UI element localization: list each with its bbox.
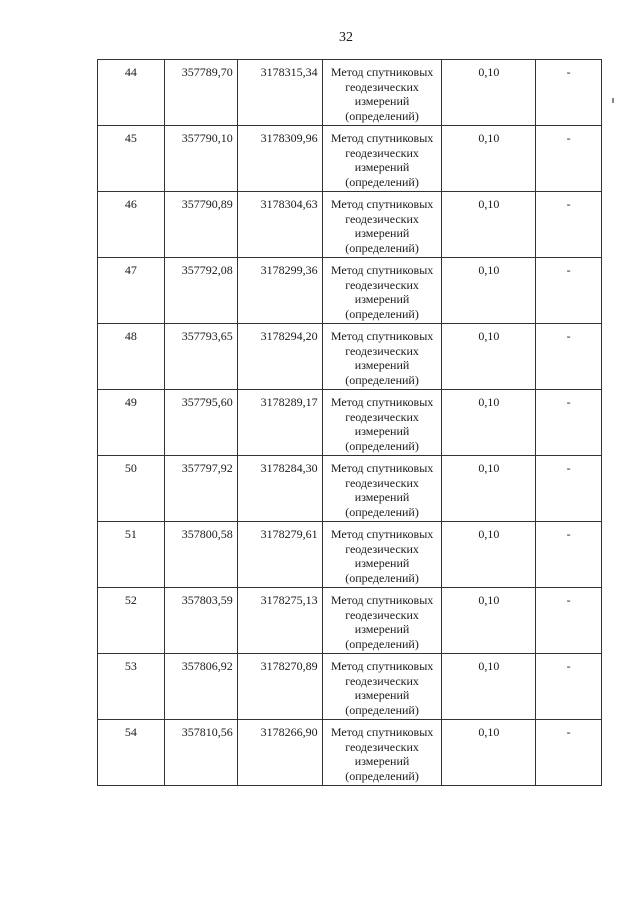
y-coordinate-cell: 3178309,96: [237, 126, 322, 192]
method-cell: [322, 588, 442, 654]
point-number-cell: 46: [98, 192, 165, 258]
method-line: измерений: [354, 292, 410, 306]
description-cell: -: [536, 654, 602, 720]
method-line: измерений: [354, 94, 410, 108]
description-cell: -: [536, 258, 602, 324]
x-coordinate-cell: 357795,60: [164, 390, 237, 456]
method-line: измерений: [354, 754, 410, 768]
method-line: геодезических: [345, 409, 419, 424]
method-line: измерений: [354, 160, 410, 174]
y-coordinate-cell: 3178279,61: [237, 522, 322, 588]
y-coordinate-cell: 3178266,90: [237, 720, 322, 786]
method-line: Метод спутниковых: [330, 329, 434, 343]
precision-cell: 0,10: [442, 456, 536, 522]
description-cell: -: [536, 324, 602, 390]
method-line: геодезических: [345, 739, 419, 754]
point-number-cell: 48: [98, 324, 165, 390]
point-number-cell: 50: [98, 456, 165, 522]
method-line: Метод спутниковых: [330, 725, 434, 739]
page-number: 32: [339, 30, 353, 45]
table-row: [98, 390, 602, 456]
point-number-cell: 51: [98, 522, 165, 588]
method-line: Метод спутниковых: [330, 65, 434, 79]
method-line: (определений): [345, 504, 419, 519]
method-line: геодезических: [345, 211, 419, 226]
y-coordinate-cell: 3178289,17: [237, 390, 322, 456]
point-number-cell: 54: [98, 720, 165, 786]
x-coordinate-cell: 357810,56: [164, 720, 237, 786]
y-coordinate-cell: 3178304,63: [237, 192, 322, 258]
table-body: [98, 60, 602, 786]
description-cell: -: [536, 720, 602, 786]
description-cell: -: [536, 456, 602, 522]
precision-cell: 0,10: [442, 654, 536, 720]
table-row: [98, 258, 602, 324]
y-coordinate-cell: 3178294,20: [237, 324, 322, 390]
x-coordinate-cell: 357790,89: [164, 192, 237, 258]
method-line: Метод спутниковых: [330, 593, 434, 607]
method-line: (определений): [345, 768, 419, 783]
method-line: геодезических: [345, 79, 419, 94]
method-line: измерений: [354, 424, 410, 438]
precision-cell: 0,10: [442, 522, 536, 588]
method-line: измерений: [354, 688, 410, 702]
table-row: [98, 126, 602, 192]
y-coordinate-cell: 3178315,34: [237, 60, 322, 126]
table-row: [98, 60, 602, 126]
description-cell: -: [536, 390, 602, 456]
method-cell: [322, 522, 442, 588]
description-cell: -: [536, 588, 602, 654]
method-line: Метод спутниковых: [330, 527, 434, 541]
scan-edge-mark: [612, 98, 614, 103]
y-coordinate-cell: 3178299,36: [237, 258, 322, 324]
table-row: [98, 720, 602, 786]
table-row: [98, 654, 602, 720]
method-cell: [322, 126, 442, 192]
description-cell: -: [536, 192, 602, 258]
point-number-cell: 45: [98, 126, 165, 192]
description-cell: -: [536, 126, 602, 192]
method-line: Метод спутниковых: [330, 461, 434, 475]
method-line: геодезических: [345, 607, 419, 622]
method-line: (определений): [345, 636, 419, 651]
x-coordinate-cell: 357792,08: [164, 258, 237, 324]
method-line: Метод спутниковых: [330, 659, 434, 673]
point-number-cell: 47: [98, 258, 165, 324]
method-line: геодезических: [345, 343, 419, 358]
method-line: (определений): [345, 306, 419, 321]
description-cell: -: [536, 60, 602, 126]
precision-cell: 0,10: [442, 60, 536, 126]
method-line: геодезических: [345, 277, 419, 292]
method-line: измерений: [354, 358, 410, 372]
x-coordinate-cell: 357806,92: [164, 654, 237, 720]
table-row: [98, 324, 602, 390]
table-row: [98, 522, 602, 588]
method-line: (определений): [345, 438, 419, 453]
x-coordinate-cell: 357797,92: [164, 456, 237, 522]
point-number-cell: 53: [98, 654, 165, 720]
method-line: геодезических: [345, 673, 419, 688]
x-coordinate-cell: 357790,10: [164, 126, 237, 192]
precision-cell: 0,10: [442, 588, 536, 654]
y-coordinate-cell: 3178275,13: [237, 588, 322, 654]
precision-cell: 0,10: [442, 126, 536, 192]
coordinates-table: [97, 59, 602, 786]
method-cell: [322, 390, 442, 456]
method-cell: [322, 258, 442, 324]
method-line: (определений): [345, 174, 419, 189]
method-line: (определений): [345, 570, 419, 585]
point-number-cell: 52: [98, 588, 165, 654]
method-line: Метод спутниковых: [330, 131, 434, 145]
method-line: измерений: [354, 490, 410, 504]
method-line: измерений: [354, 556, 410, 570]
precision-cell: 0,10: [442, 390, 536, 456]
x-coordinate-cell: 357789,70: [164, 60, 237, 126]
method-line: геодезических: [345, 475, 419, 490]
method-line: геодезических: [345, 541, 419, 556]
method-line: Метод спутниковых: [330, 395, 434, 409]
x-coordinate-cell: 357803,59: [164, 588, 237, 654]
table-row: [98, 588, 602, 654]
y-coordinate-cell: 3178284,30: [237, 456, 322, 522]
method-line: (определений): [345, 702, 419, 717]
precision-cell: 0,10: [442, 192, 536, 258]
description-cell: -: [536, 522, 602, 588]
method-cell: [322, 324, 442, 390]
method-cell: [322, 720, 442, 786]
method-line: (определений): [345, 372, 419, 387]
x-coordinate-cell: 357793,65: [164, 324, 237, 390]
precision-cell: 0,10: [442, 720, 536, 786]
method-line: (определений): [345, 240, 419, 255]
method-cell: [322, 60, 442, 126]
method-line: Метод спутниковых: [330, 197, 434, 211]
method-line: измерений: [354, 622, 410, 636]
method-line: (определений): [345, 108, 419, 123]
method-cell: [322, 456, 442, 522]
method-line: измерений: [354, 226, 410, 240]
y-coordinate-cell: 3178270,89: [237, 654, 322, 720]
method-cell: [322, 654, 442, 720]
method-line: Метод спутниковых: [330, 263, 434, 277]
precision-cell: 0,10: [442, 258, 536, 324]
method-cell: [322, 192, 442, 258]
table-row: [98, 456, 602, 522]
table-row: [98, 192, 602, 258]
x-coordinate-cell: 357800,58: [164, 522, 237, 588]
point-number-cell: 44: [98, 60, 165, 126]
point-number-cell: 49: [98, 390, 165, 456]
method-line: геодезических: [345, 145, 419, 160]
precision-cell: 0,10: [442, 324, 536, 390]
